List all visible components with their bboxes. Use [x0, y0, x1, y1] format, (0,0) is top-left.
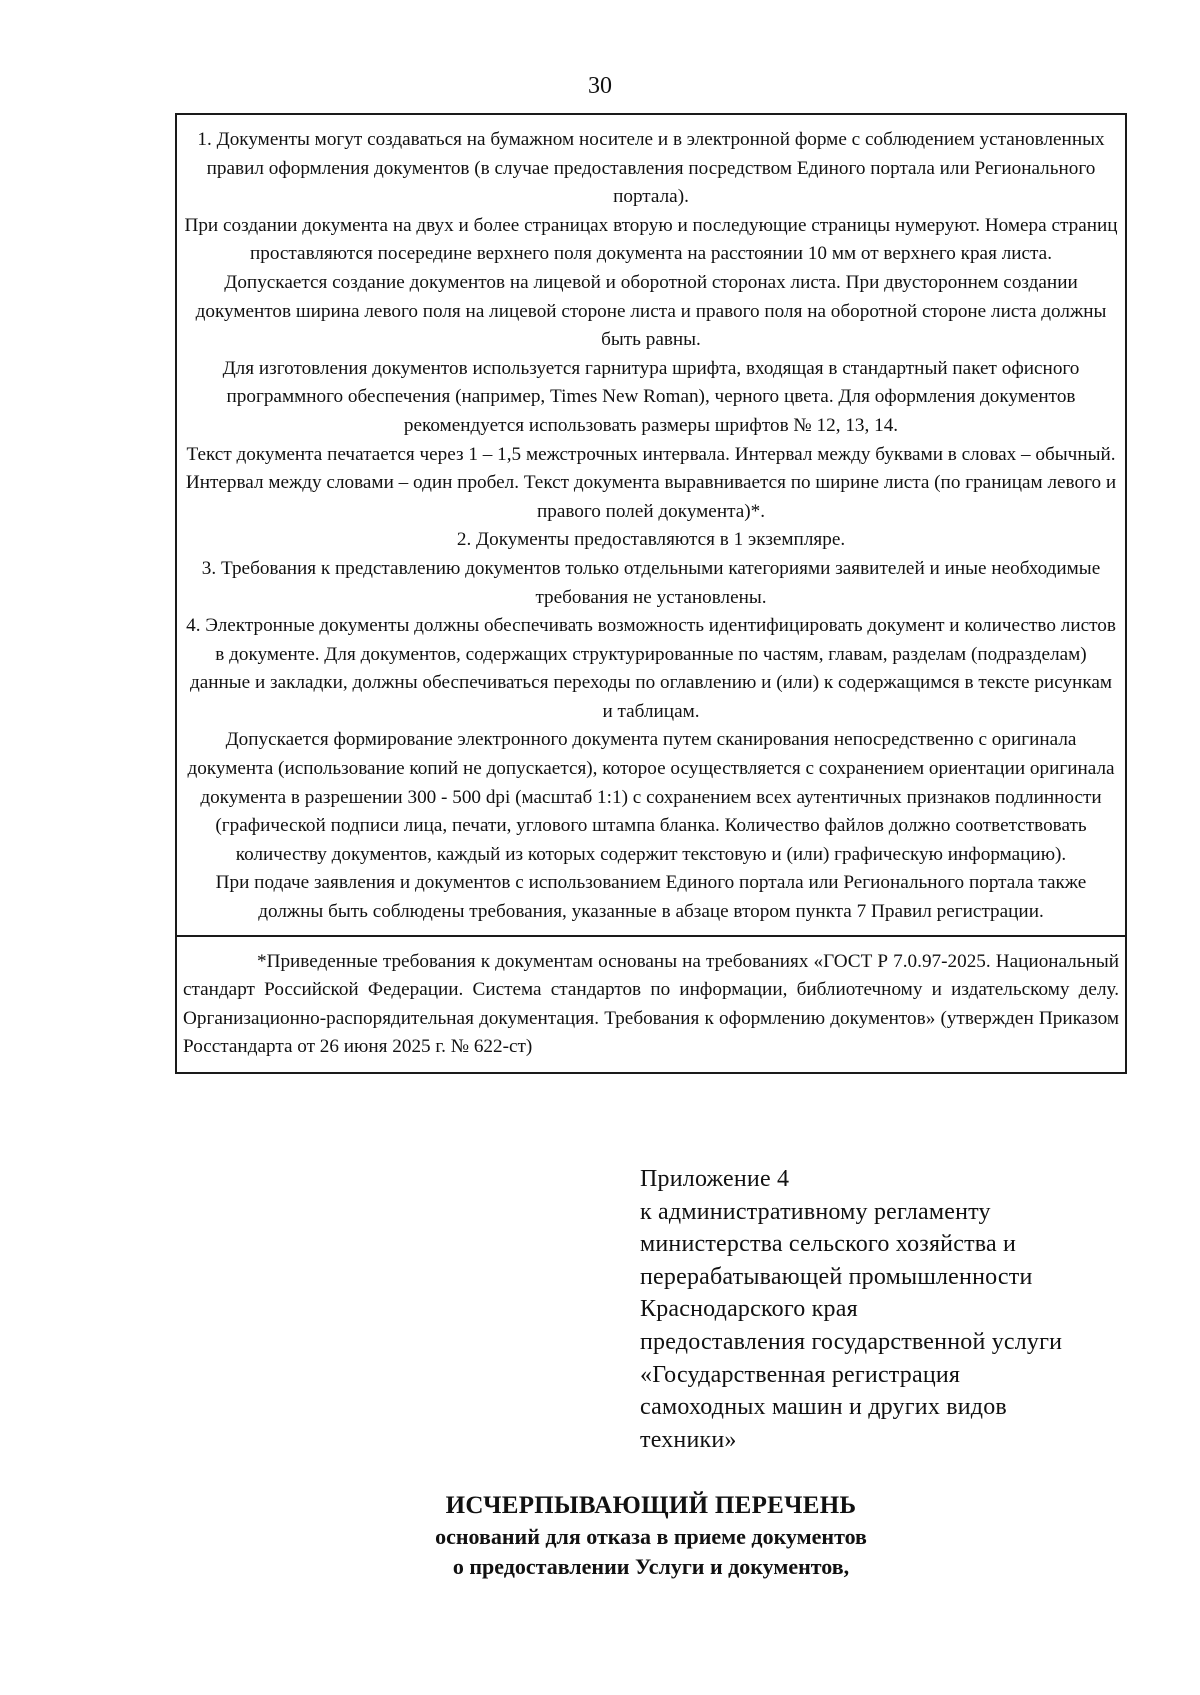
heading-title: ИСЧЕРПЫВАЮЩИЙ ПЕРЕЧЕНЬ	[445, 1492, 857, 1519]
requirement-paragraph: 1. Документы могут создаваться на бумажном носителе и в электронной форме с соблюдением установленных правил оформления документов (в случае предоставления посредством Единого портала или Регионального портала).	[197, 129, 1105, 208]
heading-subtitle-line: о предоставлении Услуги и документов,	[452, 1554, 850, 1579]
requirement-paragraph: Допускается создание документов на лицевой и оборотной сторонах листа. При двустороннем создании документов ширина левого поля на лицевой стороне листа и правого поля на оборотной стороне листа должны быть равны.	[195, 271, 1107, 351]
appendix-line: Приложение 4	[640, 1166, 790, 1192]
appendix-line: самоходных машин и других видов	[640, 1394, 1007, 1421]
appendix-line: Краснодарского края	[640, 1296, 858, 1323]
requirement-paragraph: 2. Документы предоставляются в 1 экземпляре.	[456, 529, 846, 551]
appendix-line: перерабатывающей промышленности	[640, 1263, 1033, 1290]
requirement-paragraph: Текст документа печатается через 1 – 1,5 межстрочных интервала. Интервал между буквами в словах – обычный. Интервал между словами – один пробел. Текст документа выравнивается по ширине листа (по границам левого и правого полей документа)*.	[185, 443, 1117, 522]
appendix-line: министерства сельского хозяйства и	[640, 1231, 1017, 1258]
appendix-line: к административному регламенту	[640, 1198, 991, 1225]
requirements-box	[175, 113, 1127, 1074]
page-number: 30	[588, 73, 612, 99]
requirement-paragraph: При подаче заявления и документов с использованием Единого портала или Регионального портала также должны быть соблюдены требования, указанные в абзаце втором пункта 7 Правил регистрации.	[215, 872, 1087, 923]
requirement-paragraph: При создании документа на двух и более страницах вторую и последующие страницы нумеруют. Номера страниц проставляются посередине верхнего поля документа на расстоянии 10 мм от верхнего края листа.	[184, 214, 1118, 265]
requirement-paragraph: Допускается формирование электронного документа путем сканирования непосредственно с оригинала документа (использование копий не допускается), которое осуществляется с сохранением ориентации оригинала документа в разрешении 300 - 500 dpi (масштаб 1:1) с сохранением всех аутентичных признаков подлинности (графической подписи лица, печати, углового штампа бланка. Количество файлов должно соответствовать количеству документов, каждый из которых содержит текстовую и (или) графическую информацию).	[187, 729, 1115, 865]
heading-subtitle-line: оснований для отказа в приеме документов	[435, 1524, 867, 1549]
footnote: *Приведенные требования к документам основаны на требованиях «ГОСТ Р 7.0.97-2025. Национальный стандарт Российской Федерации. Система стандартов по информации, библиотечному и издательскому делу. Организационно-распорядительная документация. Требования к оформлению документов» (утвержден Приказом Росстандарта от 26 июня 2025 г. № 622-ст)	[183, 950, 1119, 1058]
appendix-block	[640, 1163, 1140, 1456]
requirement-paragraph: 4. Электронные документы должны обеспечивать возможность идентифицировать документ и количество листов в документе. Для документов, содержащих структурированные по частям, главам, разделам (подразделам) данные и закладки, должны обеспечиваться переходы по оглавлению и (или) к содержащимся в тексте рисункам и таблицам.	[186, 615, 1116, 722]
appendix-line: «Государственная регистрация	[640, 1361, 961, 1388]
appendix-line: техники»	[640, 1426, 737, 1453]
requirement-paragraph: 3. Требования к представлению документов только отдельными категориями заявителей и иные необходимые требования не установлены.	[201, 557, 1101, 608]
appendix-line: предоставления государственной услуги	[640, 1328, 1063, 1355]
section-heading	[175, 1490, 1127, 1582]
requirement-paragraph: Для изготовления документов используется гарнитура шрифта, входящая в стандартный пакет офисного программного обеспечения (например, Times New Roman), черного цвета. Для оформления документов рекомендуется использовать размеры шрифтов № 12, 13, 14.	[222, 357, 1080, 436]
requirements-text	[177, 115, 1125, 935]
